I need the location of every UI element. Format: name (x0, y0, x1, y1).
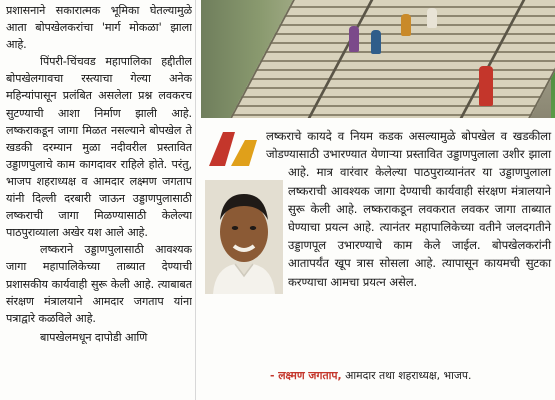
quote-signature (270, 367, 555, 385)
article-paragraph-army: लष्कराने उड्डाणपुलासाठी आवश्यक जागा महापालिकेच्या ताब्यात देण्याची प्रशासकीय कार्यवाही सुरू केली आहे. त्याबाबत संरक्षण मंत्रालयाने आमदार जगताप यांना पत्राद्वारे कळविले आहे. (6, 243, 192, 325)
article-paragraph-main: पिंपरी-चिंचवड महापालिका हद्दीतील बोपखेलगावचा रस्त्याचा गेल्या अनेक महिन्यांपासून प्रलंबित असलेला प्रश्न लवकरच सुटण्याची आशा निर्माण झाली आहे. लष्कराकडून जागा मिळत नसल्याने बोपखेल ते खडकी दरम्यान मुळा नदीवरील प्रस्तावित उड्डाणपुलाचे काम कागदावर राहिले होते. परंतु, भाजप शहराध्यक्ष व आमदार लक्ष्मण जगताप यांनी दिल्ली दरबारी जाऊन उड्डाणपुलासाठी लष्कराची जागा मिळण्यासाठी केलेल्या पाठपुराव्याला अखेर यश आले आहे. (6, 55, 192, 240)
quote-text (204, 127, 551, 367)
article-paragraph-intro: प्रशासनाने सकारात्मक भूमिका घेतल्यामुळे आता बोपखेलकरांचा 'मार्ग मोकळा' झाला आहे. (6, 4, 192, 52)
person-on-bridge (401, 14, 411, 36)
quote-paragraph: लष्कराचे कायदे व नियम कडक असल्यामुळे बोपखेल व खडकीला जोडण्यासाठी उभारण्यात येणाऱ्या प्रस्तावित उड्डाणपुलाला उशीर झाला आहे. मात्र वारंवार केलेल्या पाठपुराव्यानंतर या उड्डाणपुलाला लष्कराची आवश्यक जागा देण्याची कार्यवाही संरक्षण मंत्रालयाने सुरू केली आहे. लष्कराकडून लवकरात लवकर जागा ताब्यात घेण्याचा प्रयत्न आहे. त्यानंतर महापालिकेच्या वतीने जलदगतीने उड्डाणपूल उभारण्याचे काम केले जाईल. बोपखेलकरांनी आतापर्यंत खूप त्रास सोसला आहे. त्यापासून कायमची सुटका करण्याचा आमचा प्रयत्न असेल. (266, 129, 551, 289)
person-on-bridge (349, 26, 359, 52)
person-on-bridge (371, 30, 381, 54)
column-divider (195, 0, 196, 400)
woman-on-bridge (479, 66, 493, 106)
signature-name: - लक्ष्मण जगताप, (270, 369, 342, 382)
article-paragraph-continued: बापखेलमधून दापोडी आणि (40, 330, 148, 344)
bridge-photo (201, 0, 555, 118)
article-left-column (6, 2, 192, 400)
signature-role: आमदार तथा शहराध्यक्ष, भाजप. (345, 369, 472, 382)
person-on-bridge (427, 8, 437, 28)
